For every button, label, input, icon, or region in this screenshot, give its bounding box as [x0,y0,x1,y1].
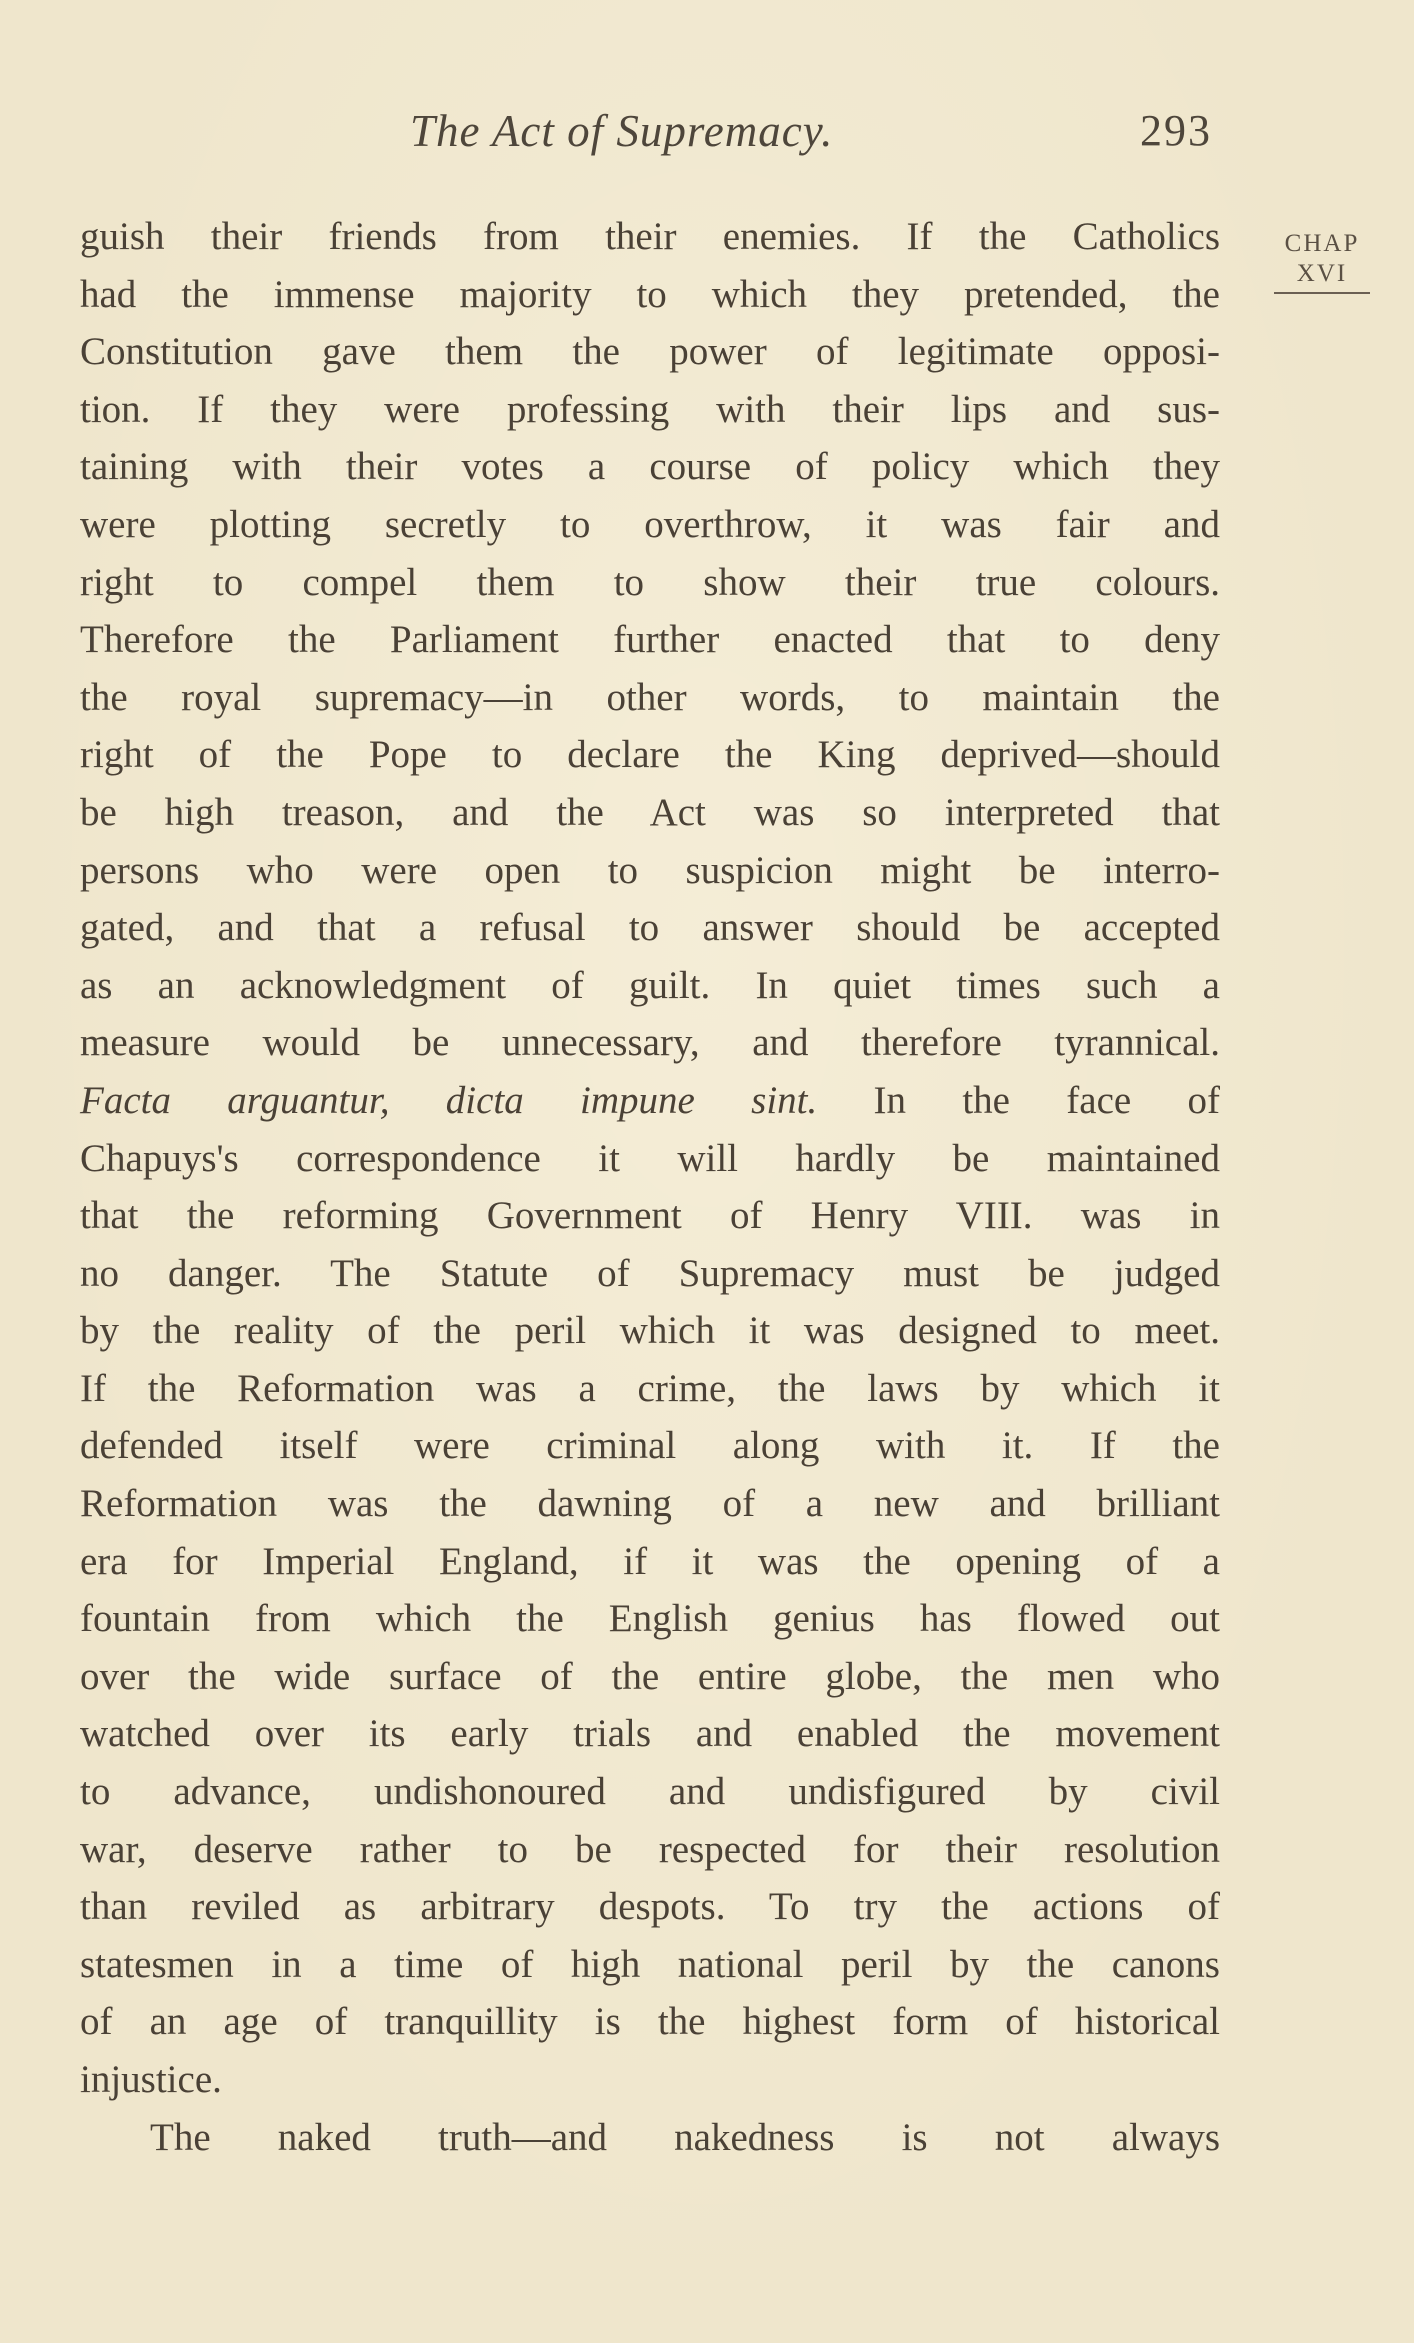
text-line: Chapuys's correspondence it will hardly be maintained [80,1136,1220,1180]
text-line: If the Reformation was a crime, the laws by which it [80,1366,1220,1410]
text-line: Reformation was the dawning of a new and brilliant [80,1482,1220,1526]
text-line: be high treason, and the Act was so interpreted that [80,790,1220,834]
text-line: right of the Pope to declare the King deprived—should [80,733,1220,777]
text-line: than reviled as arbitrary despots. To try the actions of [80,1885,1220,1929]
text-line: that the reforming Government of Henry VIII. was in [80,1194,1220,1238]
text-line: tion. If they were professing with their lips and sus- [80,387,1220,431]
text-line: Therefore the Parliament further enacted that to deny [80,618,1220,662]
text-line: no danger. The Statute of Supremacy must be judged [80,1251,1220,1295]
running-head [0,105,1414,175]
latin-quote: Facta arguantur, dicta impune sint. [80,1078,818,1122]
text-line: guish their friends from their enemies. If the Catholics [80,215,1220,258]
latin-line-rest: In the face of [817,1078,1220,1122]
body-text [80,208,1220,2166]
text-line: right to compel them to show their true colours. [80,560,1220,604]
text-line: of an age of tranquillity is the highest form of historical [80,2000,1220,2044]
paragraph-start-line: The naked truth—and nakedness is not always [150,2115,1220,2159]
page-number: 293 [1140,106,1212,155]
chapter-margin-note [1272,228,1372,294]
text-line: fountain from which the English genius has flowed out [80,1597,1220,1641]
text-line: the royal supremacy—in other words, to maintain the [80,675,1220,719]
text-line: Constitution gave them the power of legitimate opposi- [80,330,1220,374]
text-line: watched over its early trials and enabled the movement [80,1712,1220,1756]
latin-quote-line [80,1072,1220,1130]
running-title: The Act of Supremacy. [410,106,834,156]
text-line: had the immense majority to which they pretended, the [80,272,1220,316]
text-line: measure would be unnecessary, and therefore tyrannical. [80,1021,1220,1065]
text-line: by the reality of the peril which it was designed to meet. [80,1309,1220,1353]
margin-chap-label: CHAP [1284,230,1360,257]
text-line: taining with their votes a course of policy which they [80,445,1220,489]
text-line: statesmen in a time of high national peril by the canons [80,1942,1220,1986]
margin-chapter-number: XVI [1296,260,1348,287]
text-line: defended itself were criminal along with it. If the [80,1424,1220,1468]
text-line: war, deserve rather to be respected for their resolution [80,1827,1220,1871]
text-line: era for Imperial England, if it was the opening of a [80,1539,1220,1583]
text-line: as an acknowledgment of guilt. In quiet times such a [80,963,1220,1007]
text-line: to advance, undishonoured and undisfigured by civil [80,1770,1220,1814]
text-line: over the wide surface of the entire globe, the men who [80,1654,1220,1698]
text-line: persons who were open to suspicion might be interro- [80,848,1220,892]
paragraph-end-line: injustice. [80,2058,222,2101]
text-line: gated, and that a refusal to answer should be accepted [80,906,1220,950]
text-line: were plotting secretly to overthrow, it was fair and [80,502,1220,546]
margin-rule [1274,292,1370,294]
